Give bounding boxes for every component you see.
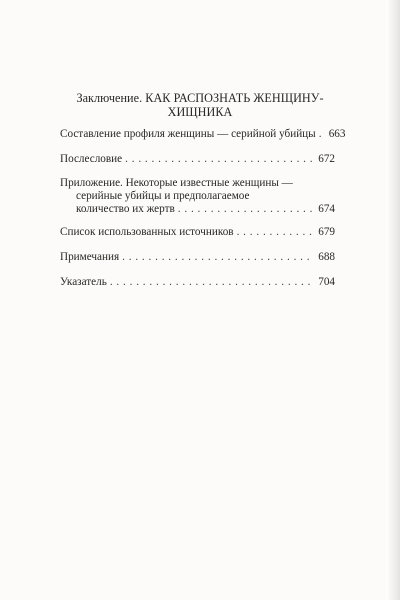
- toc-dot-leader: [122, 251, 314, 264]
- toc-dot-leader: [125, 153, 314, 166]
- page-gutter-shadow: [386, 0, 400, 600]
- toc-entry: [60, 276, 335, 289]
- toc-dot-leader: [319, 128, 325, 141]
- toc-entry-title-line-1: Приложение. Некоторые известные женщины —: [60, 177, 293, 189]
- toc-entry: [60, 153, 335, 166]
- toc-entry-title: Список использованных источников: [60, 226, 234, 238]
- toc-entry-title: Примечания: [60, 251, 120, 263]
- toc-entry: [60, 128, 346, 141]
- toc-entry-page: 672: [318, 153, 335, 165]
- toc-dot-leader: [110, 276, 314, 289]
- toc-dot-leader: [178, 203, 314, 216]
- toc-entry-title-line-2: серийные убийцы и предполагаемое: [76, 190, 250, 202]
- toc-entry-page: 688: [318, 251, 335, 263]
- toc-entry: [60, 226, 335, 239]
- toc-entry: [60, 177, 335, 216]
- toc-entry-title: Указатель: [60, 276, 107, 288]
- toc-entry: [60, 251, 335, 264]
- chapter-heading: [60, 91, 340, 119]
- toc-entry-page: 663: [328, 128, 346, 140]
- toc-entry-title-line-3: количество их жертв: [76, 203, 175, 215]
- chapter-heading-line-1: Заключение. КАК РАСПОЗНАТЬ ЖЕНЩИНУ-: [76, 91, 324, 105]
- toc-entry-page: 704: [318, 276, 335, 288]
- toc-entry-title: Послесловие: [60, 153, 123, 165]
- toc-entry-page: 674: [318, 203, 335, 215]
- chapter-heading-line-2: ХИЩНИКА: [167, 105, 233, 119]
- toc-entry-page: 679: [318, 226, 335, 238]
- toc-entry-title: Составление профиля женщины — серийной убийцы: [60, 128, 316, 140]
- toc-entry-last-row: [60, 203, 335, 216]
- toc-dot-leader: [237, 226, 315, 239]
